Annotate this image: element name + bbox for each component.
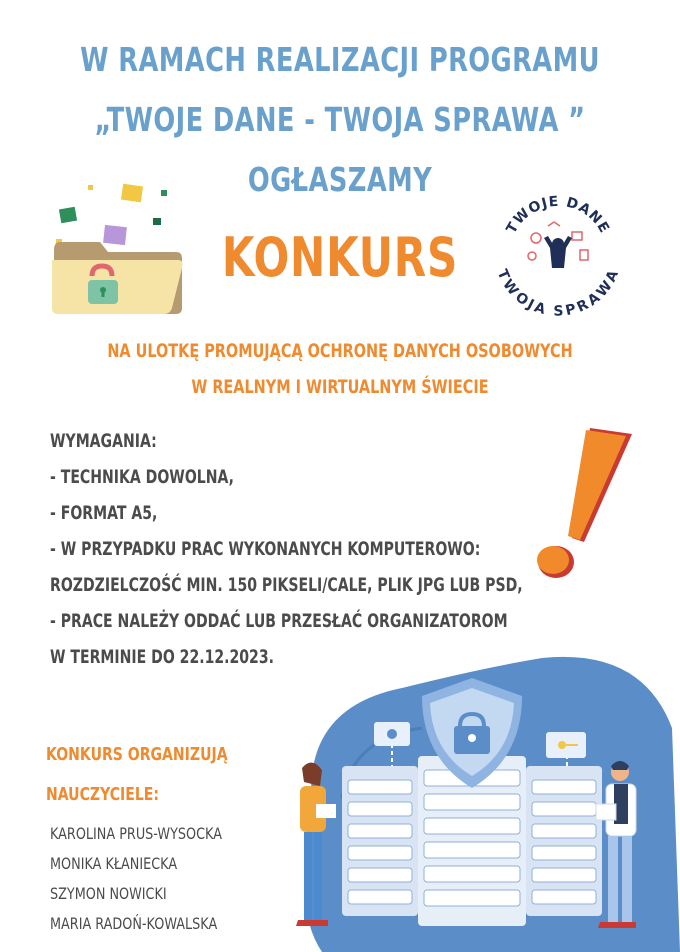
requirements-heading: WYMAGANIA: <box>50 430 157 452</box>
server-shield-illustration <box>282 648 680 952</box>
header-line-3: OGŁASZAMY <box>247 160 433 199</box>
teacher-name: MARIA RADOŃ-KOWALSKA <box>50 914 218 933</box>
teacher-name: SZYMON NOWICKI <box>50 884 167 903</box>
logo-top-text: TWOJE DANE <box>503 193 613 237</box>
header-line-1: W RAMACH REALIZACJI PROGRAMU <box>80 40 600 79</box>
logo-bottom-text: TWOJA SPRAWA <box>493 267 623 320</box>
organizers-heading: KONKURS ORGANIZUJĄ <box>46 744 228 765</box>
requirement-item: - TECHNIKA DOWOLNA, <box>50 466 234 488</box>
page-title: KONKURS <box>221 226 459 289</box>
teacher-name: KAROLINA PRUS-WYSOCKA <box>50 824 222 843</box>
requirement-item: - W PRZYPADKU PRAC WYKONANYCH KOMPUTEROWO: <box>50 538 481 560</box>
svg-text:TWOJA SPRAWA <box>494 267 623 320</box>
subtitle-line-2: W REALNYM I WIRTUALNYM ŚWIECIE <box>191 376 489 398</box>
svg-text:TWOJE DANE <box>504 194 613 237</box>
requirement-item: - FORMAT A5, <box>50 502 158 524</box>
requirement-deadline: W TERMINIE DO 22.12.2023. <box>50 646 274 668</box>
organizers-subheading: NAUCZYCIELE: <box>46 784 160 805</box>
requirement-item: - PRACE NALEŻY ODDAĆ LUB PRZESŁAĆ ORGANIZATOROM <box>50 610 508 632</box>
subtitle-line-1: NA ULOTKĘ PROMUJĄCĄ OCHRONĘ DANYCH OSOBOWYCH <box>107 340 573 362</box>
exclamation-icon <box>528 420 648 590</box>
requirement-item: ROZDZIELCZOŚĆ MIN. 150 PIKSELI/CALE, PLIK JPG LUB PSD, <box>50 574 523 596</box>
logo-emblem <box>488 182 628 322</box>
header-line-2: „TWOJE DANE - TWOJA SPRAWA ” <box>94 100 586 139</box>
teacher-name: MONIKA KŁANIECKA <box>50 854 178 873</box>
